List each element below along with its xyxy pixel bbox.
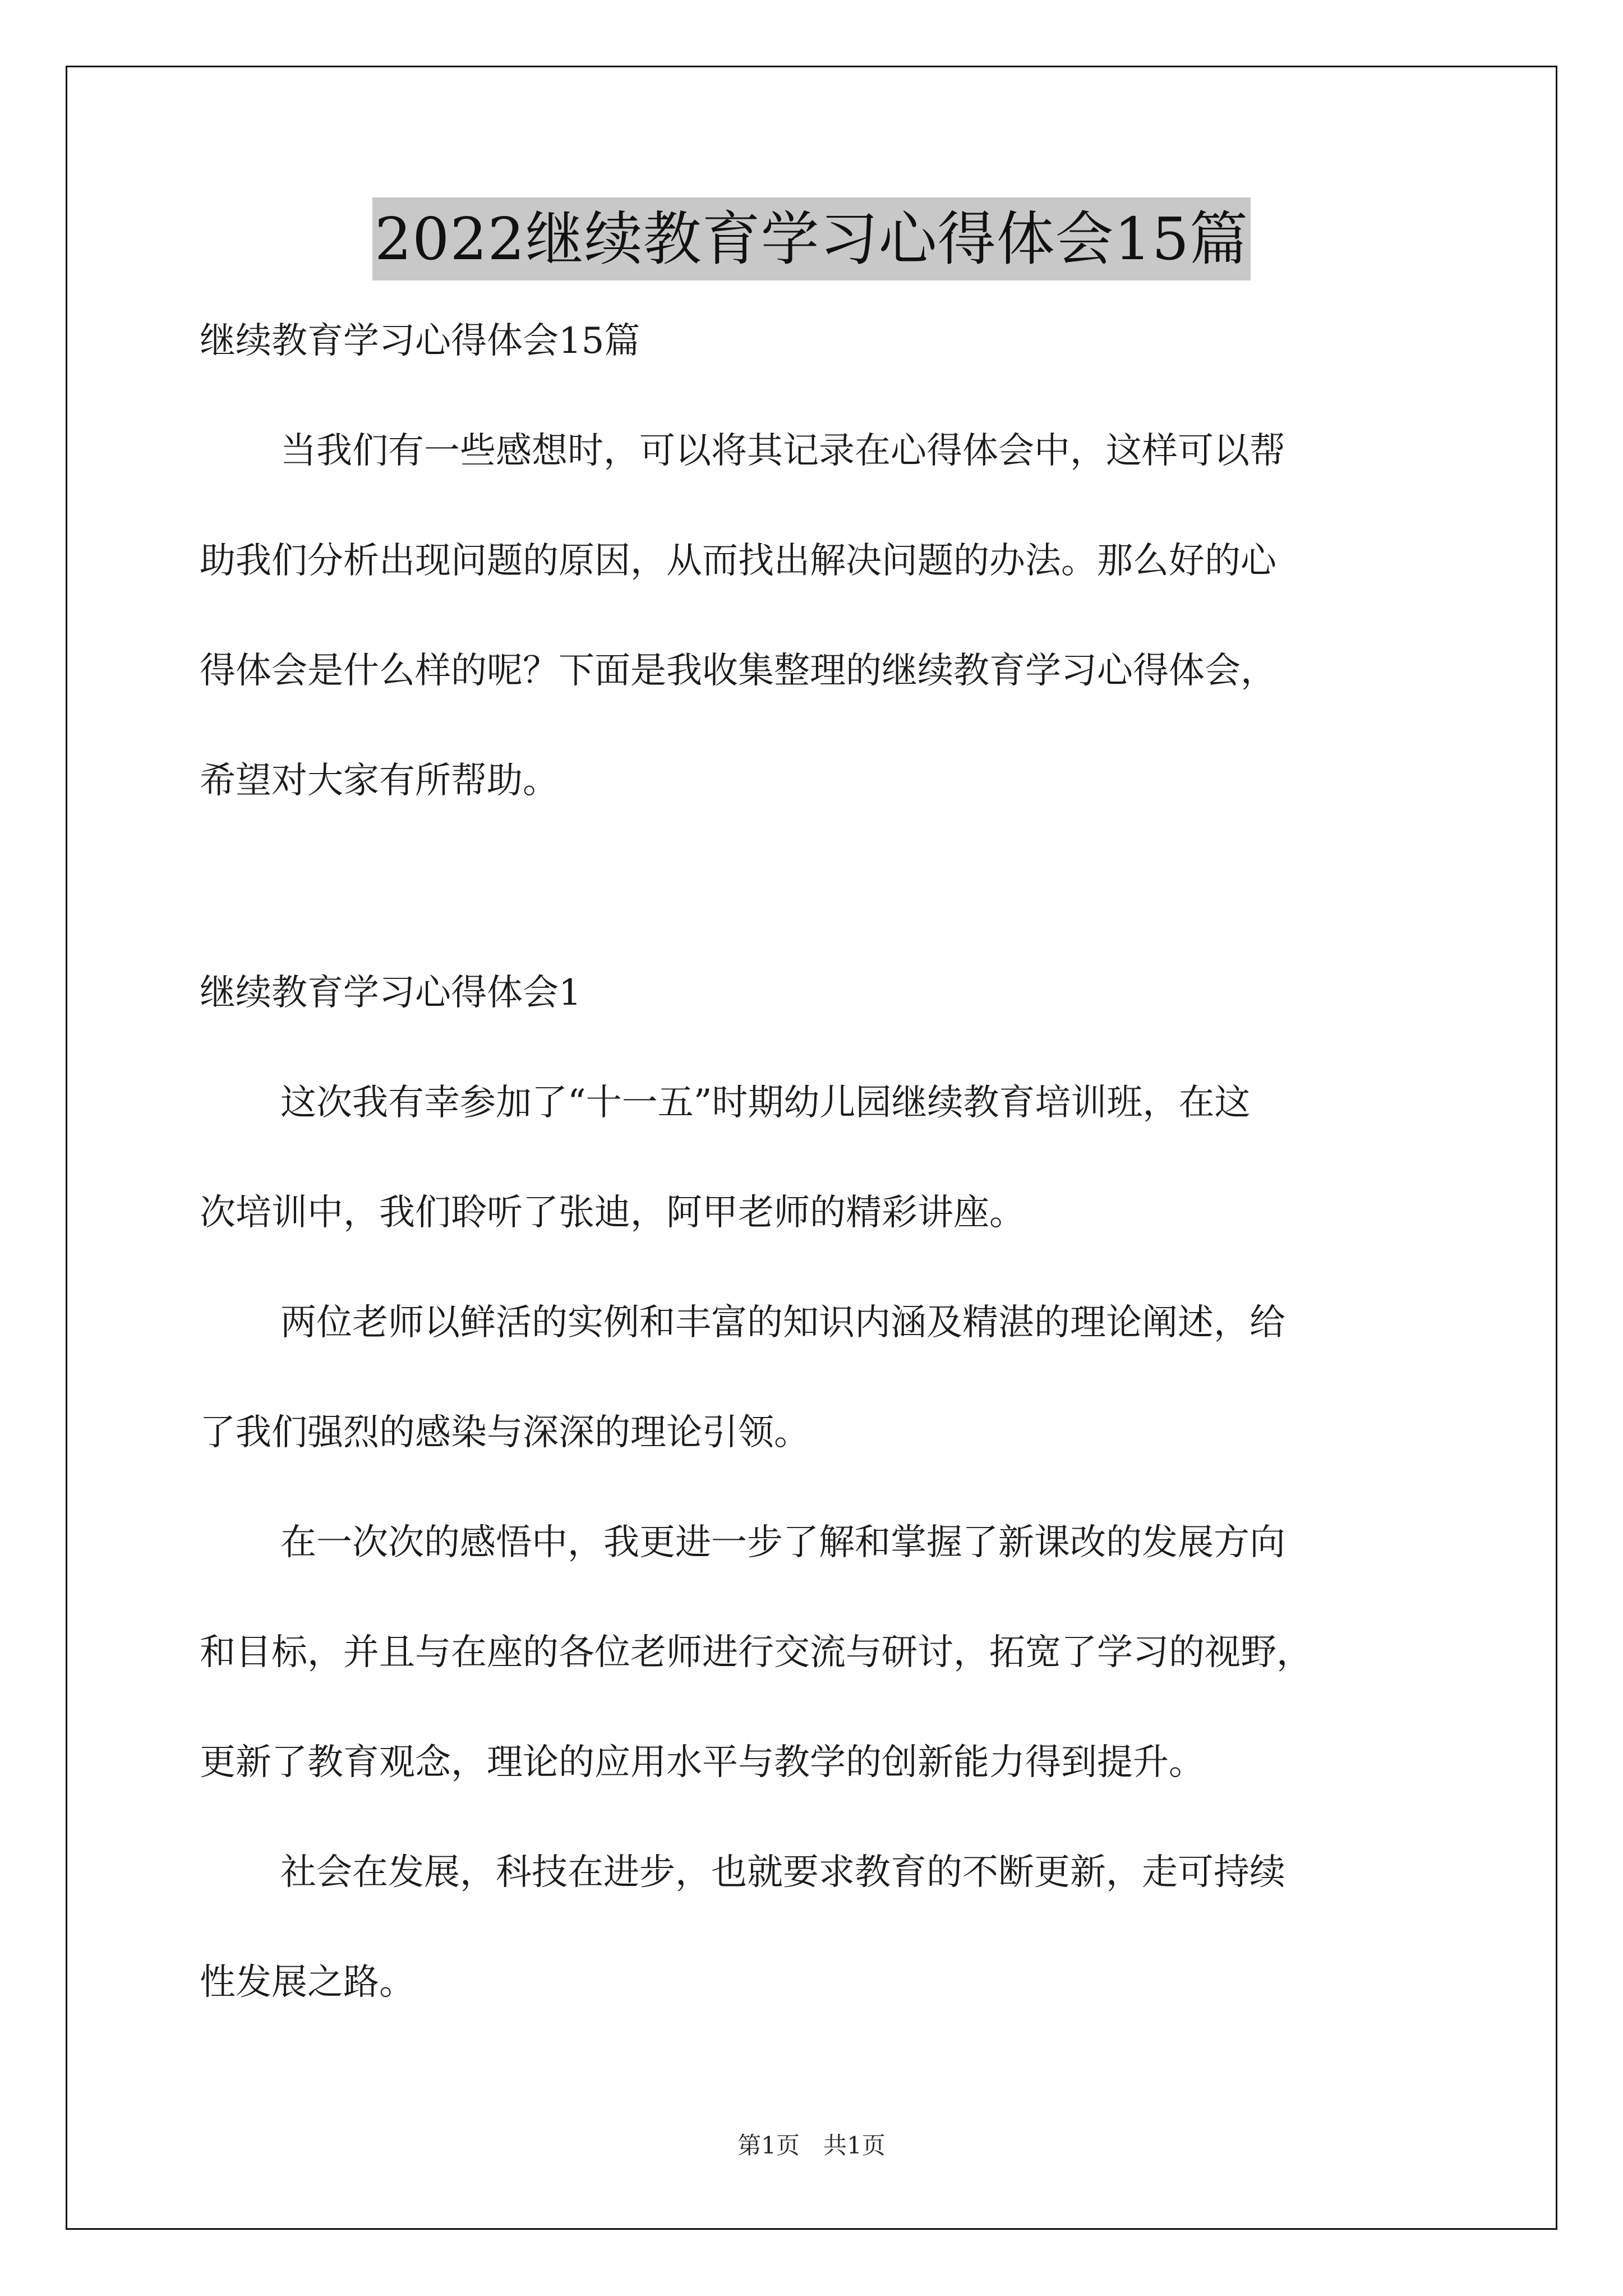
intro-line: 得体会是什么样的呢？下面是我收集整理的继续教育学习心得体会， <box>200 650 1276 692</box>
paragraph-line: 次培训中，我们聆听了张迪，阿甲老师的精彩讲座。 <box>200 1192 1025 1234</box>
section-heading: 继续教育学习心得体会1 <box>200 972 582 1014</box>
document-body <box>200 298 1457 2007</box>
paragraph-line: 了我们强烈的感染与深深的理论引领。 <box>200 1412 810 1453</box>
paragraph-2 <box>200 1298 1457 1457</box>
paragraph-line: 性发展之路。 <box>200 1962 415 2003</box>
paragraph-1 <box>200 1078 1457 1237</box>
paragraph-4 <box>200 1848 1457 2007</box>
paragraph-line: 这次我有幸参加了“十一五”时期幼儿园继续教育培训班，在这 <box>280 1082 1251 1124</box>
intro-line: 当我们有一些感想时，可以将其记录在心得体会中，这样可以帮 <box>280 430 1285 472</box>
document-title: 2022继续教育学习心得体会15篇 <box>372 197 1251 280</box>
paragraph-line: 更新了教育观念，理论的应用水平与教学的创新能力得到提升。 <box>200 1742 1205 1783</box>
subtitle: 继续教育学习心得体会15篇 <box>200 320 640 362</box>
paragraph-line: 两位老师以鲜活的实例和丰富的知识内涵及精湛的理论阐述，给 <box>280 1302 1285 1343</box>
intro-line: 助我们分析出现问题的原因，从而找出解决问题的办法。那么好的心 <box>200 540 1276 582</box>
page-footer: 第1页 共1页 <box>737 2132 886 2159</box>
intro-paragraph <box>200 426 1457 806</box>
paragraph-3 <box>200 1518 1457 1787</box>
paragraph-line: 在一次次的感悟中，我更进一步了解和掌握了新课改的发展方向 <box>280 1522 1285 1563</box>
intro-line: 希望对大家有所帮助。 <box>200 760 559 802</box>
title-container <box>0 197 1623 280</box>
paragraph-line: 社会在发展，科技在进步，也就要求教育的不断更新，走可持续 <box>280 1852 1285 1893</box>
paragraph-line: 和目标，并且与在座的各位老师进行交流与研讨，拓宽了学习的视野， <box>200 1632 1312 1673</box>
